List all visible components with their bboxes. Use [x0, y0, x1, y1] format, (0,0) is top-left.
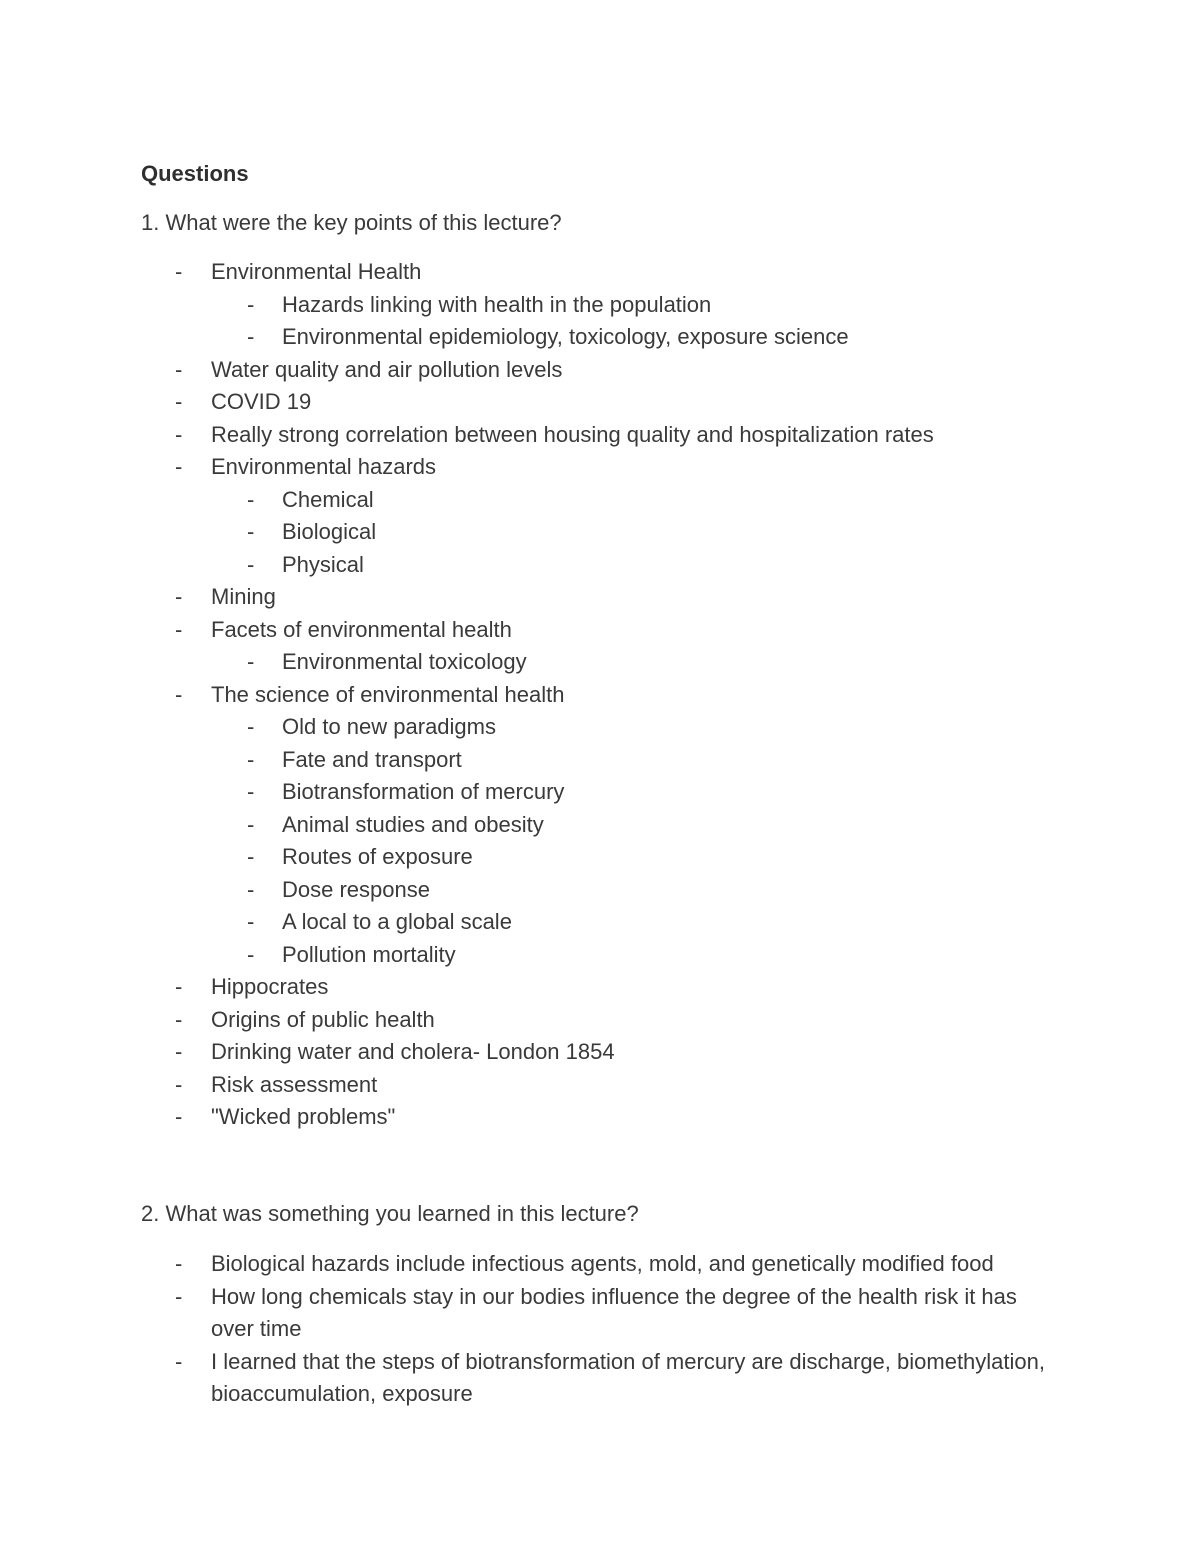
- list-item-text: Facets of environmental health: [211, 616, 512, 642]
- list-item: [0, 419, 934, 452]
- list-item-text: Physical: [282, 551, 364, 577]
- list-item-text: Mining: [211, 584, 276, 609]
- list-item-text: COVID 19: [211, 389, 312, 414]
- list-item: [0, 809, 934, 842]
- list-item-text: Environmental epidemiology, toxicology, exposure science: [282, 324, 849, 349]
- bullet-dash: -: [175, 1251, 183, 1276]
- list-item-text: Chemical: [282, 486, 374, 512]
- list-item-text: Biological: [282, 519, 377, 544]
- bullet-dash: -: [247, 746, 255, 772]
- bullet-dash: -: [175, 454, 183, 479]
- page-title: Questions: [141, 161, 249, 186]
- list-item: [0, 321, 934, 354]
- list-item: [0, 679, 934, 712]
- list-item-text: How long chemicals stay in our bodies influence the degree of the health risk it has over time: [211, 1283, 1017, 1341]
- list-item-text: Origins of public health: [211, 1006, 435, 1032]
- list-item-text: Environmental Health: [211, 259, 422, 284]
- list-item: [0, 1004, 934, 1037]
- list-item: [0, 1281, 1061, 1346]
- list-item-text: Biological hazards include infectious agents, mold, and genetically modified food: [211, 1251, 994, 1276]
- list-item: [0, 776, 934, 809]
- list-item: [0, 1248, 1061, 1281]
- list-item-text: Risk assessment: [211, 1071, 378, 1097]
- list-item: [0, 874, 934, 907]
- list-item: [0, 581, 934, 614]
- list-item-text: Really strong correlation between housing quality and hospitalization rates: [211, 421, 934, 447]
- list-item-text: Biotransformation of mercury: [282, 779, 565, 804]
- list-item-text: Routes of exposure: [282, 844, 473, 869]
- list-item: [0, 1036, 934, 1069]
- bullet-dash: -: [175, 616, 183, 642]
- bullet-dash: -: [175, 584, 183, 609]
- bullet-dash: -: [247, 779, 255, 804]
- question-1-prompt: 1. What were the key points of this lecture?: [141, 210, 562, 235]
- bullet-dash: -: [247, 941, 255, 967]
- list-item-text: Old to new paradigms: [282, 714, 496, 739]
- list-item-text: Drinking water and cholera- London 1854: [211, 1039, 615, 1064]
- bullet-dash: -: [247, 909, 255, 934]
- list-item: [0, 939, 934, 972]
- bullet-dash: -: [175, 1348, 183, 1374]
- bullet-dash: -: [175, 356, 183, 382]
- list-item: [0, 906, 934, 939]
- list-item: [0, 646, 934, 679]
- list-item: [0, 549, 934, 582]
- list-item: [0, 451, 934, 484]
- bullet-dash: -: [175, 1104, 183, 1129]
- list-item-text: Water quality and air pollution levels: [211, 356, 563, 382]
- bullet-dash: -: [175, 1006, 183, 1032]
- bullet-dash: -: [247, 811, 255, 837]
- bullet-dash: -: [247, 714, 255, 739]
- list-item-text: "Wicked problems": [211, 1104, 396, 1129]
- list-item: [0, 354, 934, 387]
- list-item-text: Hippocrates: [211, 974, 329, 999]
- question-1-answer-list: [0, 256, 934, 1134]
- bullet-dash: -: [175, 974, 183, 999]
- list-item-text: Environmental toxicology: [282, 649, 527, 674]
- bullet-dash: -: [175, 1071, 183, 1097]
- bullet-dash: -: [247, 551, 255, 577]
- list-item: [0, 1101, 934, 1134]
- bullet-dash: -: [247, 324, 255, 349]
- bullet-dash: -: [247, 876, 255, 902]
- bullet-dash: -: [175, 421, 183, 447]
- list-item: [0, 971, 934, 1004]
- list-item: [0, 1069, 934, 1102]
- bullet-dash: -: [247, 486, 255, 512]
- list-item: [0, 289, 934, 322]
- bullet-dash: -: [247, 844, 255, 869]
- question-2-prompt: 2. What was something you learned in this lecture?: [141, 1201, 639, 1226]
- bullet-dash: -: [175, 389, 183, 414]
- list-item: [0, 614, 934, 647]
- list-item: [0, 711, 934, 744]
- list-item: [0, 841, 934, 874]
- list-item-text: Fate and transport: [282, 746, 462, 772]
- list-item-text: Hazards linking with health in the population: [282, 291, 712, 317]
- bullet-dash: -: [247, 519, 255, 544]
- bullet-dash: -: [175, 1039, 183, 1064]
- list-item-text: Dose response: [282, 876, 430, 902]
- list-item-text: The science of environmental health: [211, 681, 565, 707]
- bullet-dash: -: [247, 291, 255, 317]
- list-item-text: Pollution mortality: [282, 941, 456, 967]
- list-item-text: Animal studies and obesity: [282, 811, 544, 837]
- question-2-answer-list: [0, 1248, 1061, 1411]
- list-item: [0, 386, 934, 419]
- bullet-dash: -: [247, 649, 255, 674]
- list-item: [0, 744, 934, 777]
- bullet-dash: -: [175, 681, 183, 707]
- bullet-dash: -: [175, 1283, 183, 1309]
- list-item: [0, 1346, 1061, 1411]
- list-item-text: A local to a global scale: [282, 909, 512, 934]
- list-item: [0, 484, 934, 517]
- list-item: [0, 256, 934, 289]
- list-item: [0, 516, 934, 549]
- list-item-text: I learned that the steps of biotransformation of mercury are discharge, biomethylation, bioaccumulation, exposure: [211, 1348, 1045, 1406]
- bullet-dash: -: [175, 259, 183, 284]
- list-item-text: Environmental hazards: [211, 454, 437, 479]
